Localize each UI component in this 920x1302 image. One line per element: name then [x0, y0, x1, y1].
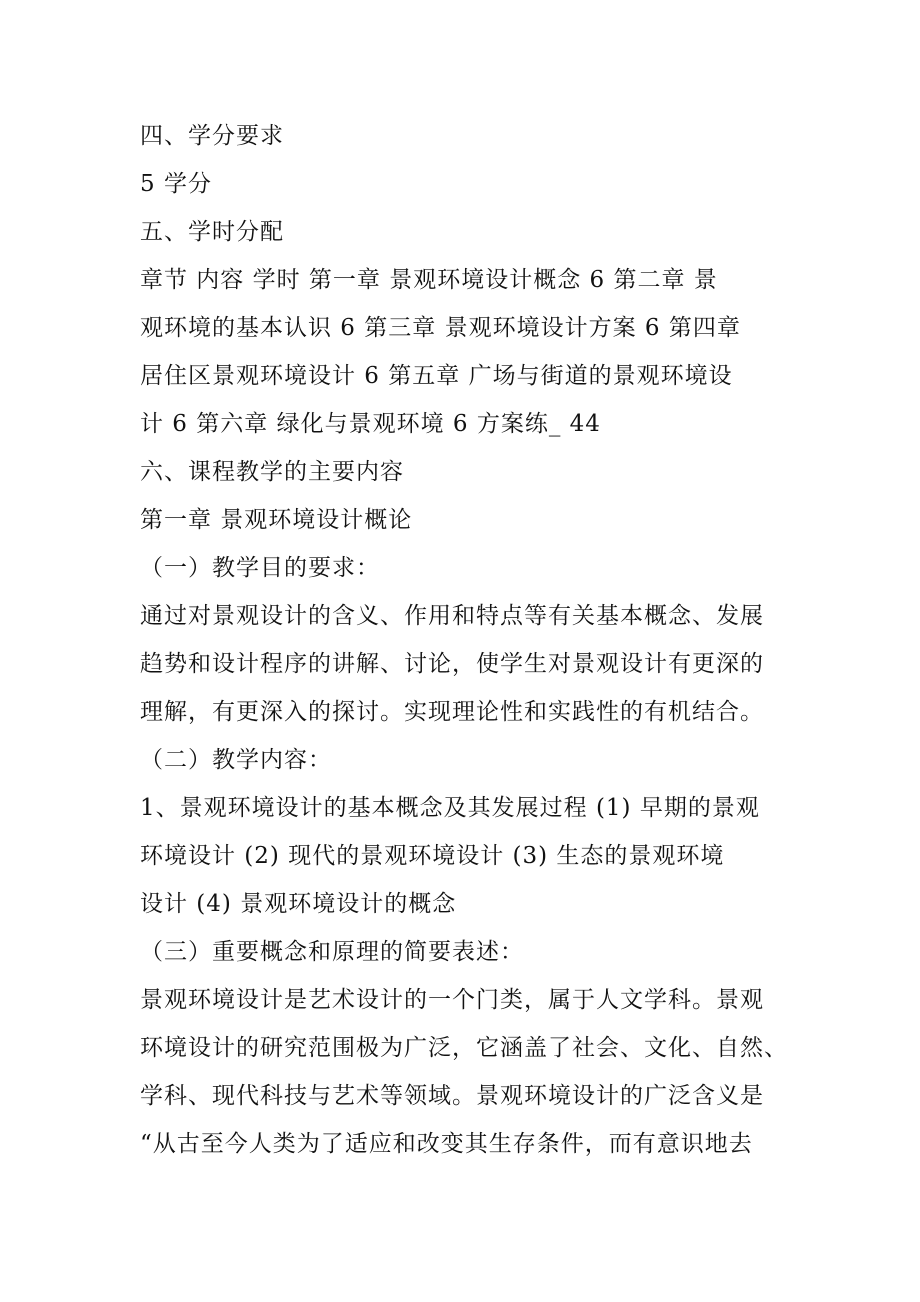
hours-text-line: 观环境的基本认识 6 第三章 景观环境设计方案 6 第四章: [140, 315, 741, 341]
paragraph-line: 景观环境设计是艺术设计的一个门类，属于人文学科。景观: [140, 987, 764, 1013]
paragraph-line: 环境设计的研究范围极为广泛，它涵盖了社会、文化、自然、: [140, 1035, 788, 1061]
hours-text-line: 章节 内容 学时 第一章 景观环境设计概念 6 第二章 景: [140, 267, 718, 293]
section-heading-content: 六、课程教学的主要内容: [140, 459, 404, 485]
subheading-objectives: （一）教学目的要求：: [140, 555, 380, 581]
document-body: [140, 112, 790, 1168]
paragraph-line: 通过对景观设计的含义、作用和特点等有关基本概念、发展: [140, 603, 764, 629]
section-heading-credits: 四、学分要求: [140, 123, 284, 149]
paragraph-line: 1、景观环境设计的基本概念及其发展过程 (1) 早期的景观: [140, 795, 760, 821]
subheading-concepts: （三）重要概念和原理的简要表述：: [140, 939, 524, 965]
subheading-content: （二）教学内容：: [140, 747, 332, 773]
paragraph-line: 趋势和设计程序的讲解、讨论，使学生对景观设计有更深的: [140, 651, 764, 677]
paragraph-line: 设计 (4) 景观环境设计的概念: [140, 891, 457, 917]
hours-text-line: 居住区景观环境设计 6 第五章 广场与街道的景观环境设: [140, 363, 733, 389]
paragraph-line: 学科、现代科技与艺术等领域。景观环境设计的广泛含义是: [140, 1083, 764, 1109]
credits-value: 5 学分: [140, 171, 212, 197]
paragraph-line: 环境设计 (2) 现代的景观环境设计 (3) 生态的景观环境: [140, 843, 725, 869]
paragraph-line: “从古至今人类为了适应和改变其生存条件，而有意识地去: [140, 1131, 753, 1157]
hours-text-line: 计 6 第六章 绿化与景观环境 6 方案练_ 44: [140, 411, 601, 437]
paragraph-line: 理解，有更深入的探讨。实现理论性和实践性的有机结合。: [140, 699, 764, 725]
chapter-heading: 第一章 景观环境设计概论: [140, 507, 413, 533]
section-heading-hours: 五、学时分配: [140, 219, 284, 245]
